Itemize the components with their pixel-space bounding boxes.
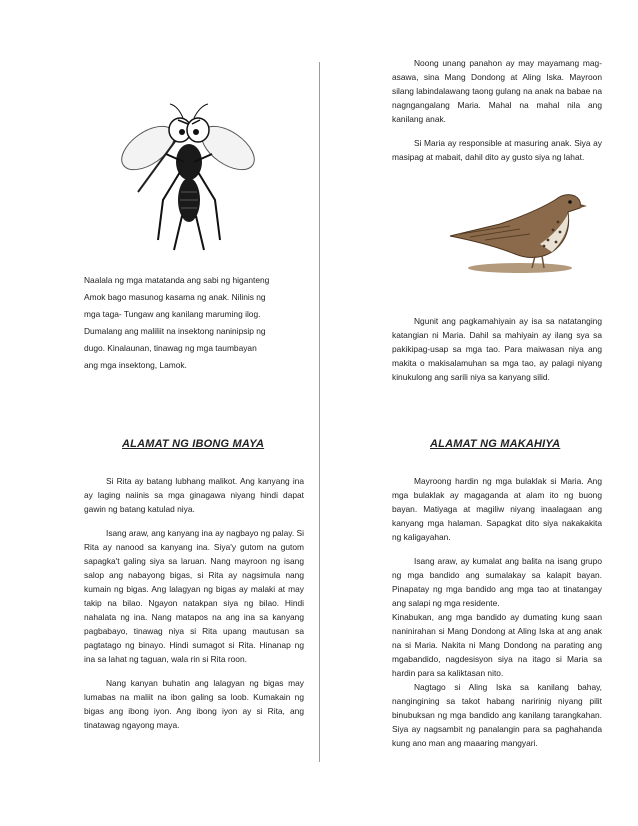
mosquito-illustration — [108, 100, 268, 265]
mosquito-line: mga taga- Tungaw ang kanilang maruming ilog. — [84, 309, 261, 319]
mosquito-line: Naalala ng mga matatanda ang sabi ng higanteng — [84, 275, 270, 285]
makahiya-story — [392, 474, 602, 750]
maria-intro — [392, 56, 602, 164]
mosquito-line: ang mga insektong, Lamok. — [84, 360, 187, 370]
mosquito-line: Amok bago masunog kasama ng anak. Nilinis ng — [84, 292, 266, 302]
story-paragraph: Si Maria ay responsible at masuring anak. Siya ay masipag at mabait, dahil dito ay gusto siya ng lahat. — [392, 138, 602, 162]
story-paragraph: Nang kanyan buhatin ang lalagyan ng bigas may lumabas na maliit na ibon galing sa loob. Kumakain ng bigas ang ibong iyon. Ang ibong iyon ay si Rita, ang tinatawag ngayong maya. — [84, 678, 304, 730]
mosquito-story — [84, 272, 304, 374]
sparrow-illustration — [440, 182, 590, 277]
column-divider — [319, 62, 320, 762]
mosquito-line: Dumalang ang maliliit na insektong naninipsip ng — [84, 326, 266, 336]
story-paragraph: Nagtago si Aling Iska sa kanilang bahay, nangingining sa takot habang naririnig niyang pilit binubuksan ng mga bandido ang kanilang tarangkahan. Siya ay nagsambit ng panalangin para sa paghahanda kung ano man ang maaaring mangyari. — [392, 682, 602, 748]
story-paragraph: Si Rita ay batang lubhang malikot. Ang kanyang ina ay laging naiinis sa mga ginagawa niyang hindi dapat gawin ng batang katulad niya. — [84, 476, 304, 514]
mosquito-line: dugo. Kinalaunan, tinawag ng mga taumbayan — [84, 343, 257, 353]
story-paragraph: Isang araw, ang kanyang ina ay nagbayo ng palay. Si Rita ay nanood sa kanyang ina. Siya'y gutom na gutom sapagka't galing siya sa laruan. Nang mayroon ng isang salop ang nabayong bigas, si Rita ay nagsimula nang kumain ng bigas. Ang lalagyan ng bigas ay malaki at may takip na bilao. Ngayon natakpan siya ng bilao. Hindi nahalata ng ina. Nang matapos na ang ina sa kanyang pagbabayo, tinawag niya si Rita upang mautusan sa pagtatago ng binayo. Hindi sumagot si Rita. Hinanap ng ina sa lahat ng taguan, wala rin si Rita roon. — [84, 528, 304, 664]
ibong-maya-title: ALAMAT NG IBONG MAYA — [122, 438, 265, 450]
story-paragraph: Mayroong hardin ng mga bulaklak si Maria. Ang mga bulaklak ay magaganda at alam ito ng buong bayan. Matiyaga at magiliw niyang inaalagaan ang kanyang mga halaman. Sapagkat dito siya nakakakita ng kaligayahan. — [392, 476, 602, 542]
story-paragraph: Kinabukan, ang mga bandido ay dumating kung saan naninirahan si Mang Dondong at Aling Iska at ang anak na si Maria. Nakita ni Mang Dondong na parating ang mgabandido, nagdesisyon siya na itago si Maria sa hardin para sa kaliktasan nito. — [392, 612, 602, 678]
maria-shy — [392, 314, 602, 384]
makahiya-title: ALAMAT NG MAKAHIYA — [430, 438, 561, 450]
story-paragraph: Isang araw, ay kumalat ang balita na isang grupo ng mga bandido ang sumalakay sa kalapit bayan. Pinapatay ng mga bandido ang mga tao at tinatangay ang salapi ng mga residente. — [392, 556, 602, 608]
ibong-maya-story — [84, 474, 304, 732]
story-paragraph: Ngunit ang pagkamahiyain ay isa sa natatanging katangian ni Maria. Dahil sa mahiyain ay ilang sya sa pakikipag-usap sa mga tao. Para maiwasan niya ang makita o makisalamuhan sa mga tao, ay palagi niyang kinukulong ang sarili niya sa kanyang silid. — [392, 316, 602, 382]
story-paragraph: Noong unang panahon ay may mayamang mag-asawa, sina Mang Dondong at Aling Iska. Mayroon silang labindalawang taong gulang na anak na babae na nagngangalang Maria. Mahal na mahal nila ang kanilang anak. — [392, 58, 602, 124]
